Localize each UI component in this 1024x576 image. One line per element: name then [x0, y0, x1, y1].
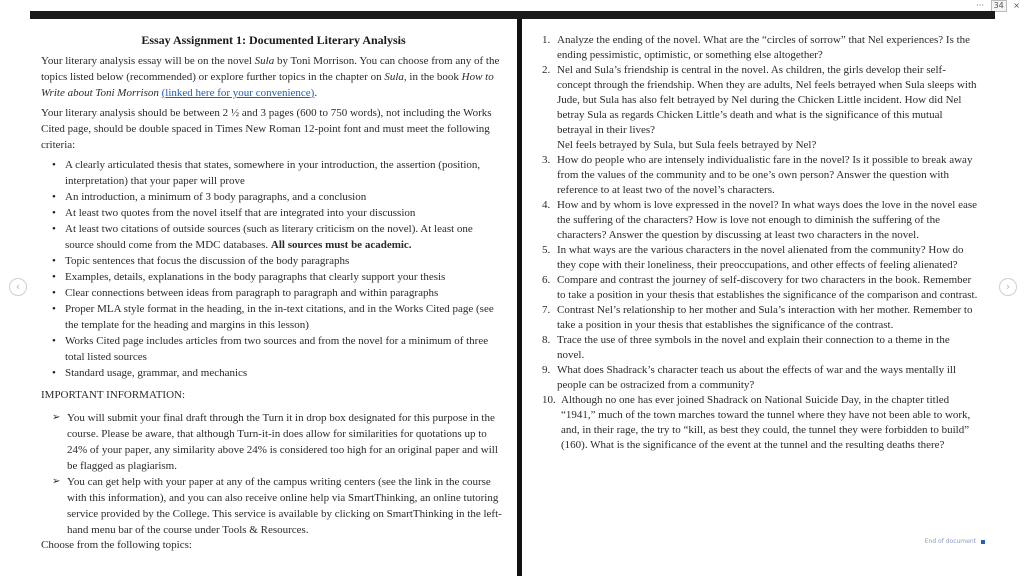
book-link[interactable]: (linked here for your convenience) [161, 87, 315, 99]
list-item [542, 363, 979, 393]
item-number: 3. [542, 154, 551, 166]
item-number: 7. [542, 304, 551, 316]
list-item: • An introduction, a minimum of 3 body paragraphs, and a conclusion [52, 189, 502, 205]
item-text: In what ways are the various characters in the novel alienated from the community? How do they cope with their loneliness, their preoccupations, and other effects of feeling alienated? [557, 244, 964, 271]
list-item: • Proper MLA style format in the heading, in the in-text citations, and in the Works Cited page (see the template for the heading and margins in this lesson) [52, 301, 502, 333]
academic-sources-note: All sources must be academic. [270, 239, 412, 251]
end-of-document-label: End of document [924, 538, 976, 545]
item-text: Contrast Nel’s relationship to her mother and Sula’s interaction with her mother. Remember to take a position in your thesis that establishes the significance of the contrast. [557, 304, 973, 331]
list-item: • Standard usage, grammar, and mechanics [52, 365, 502, 381]
intro-paragraph [41, 53, 501, 101]
list-item [542, 333, 979, 363]
list-item: ➢ You can get help with your paper at any of the campus writing centers (see the link in the course with this information), and you can also receive online help via SmartThinking, an online tutoring service provided by the College. This service is available by clicking on SmartThinking in the left-hand menu bar of the course under Tools & Resources. [52, 474, 502, 538]
novel-title: Sula [254, 55, 275, 67]
criteria-list [52, 157, 502, 381]
document-header-bar [30, 11, 995, 19]
list-item [542, 273, 979, 303]
criteria-text: At least two citations of outside sources (such as literary criticism on the novel). At least one source should come from the MDC databases. [65, 223, 473, 251]
list-item [542, 198, 979, 243]
previous-page-arrow-icon[interactable]: ‹ [9, 278, 27, 296]
page-indicator[interactable]: 34 [991, 0, 1007, 12]
list-item [542, 33, 979, 63]
assignment-title: Essay Assignment 1: Documented Literary Analysis [141, 33, 406, 47]
important-heading: IMPORTANT INFORMATION: [41, 389, 186, 401]
list-item: • Topic sentences that focus the discussion of the body paragraphs [52, 253, 502, 269]
item-number: 9. [542, 364, 551, 376]
item-text: Although no one has ever joined Shadrack on National Suicide Day, in the chapter titled “1941,” much of the town marches toward the tunnel where they have not been able to work, and, in their rage, the try to “kill, as best they could, the tunnel they were forbidden to build” (160). What is the significance of the event at the tunnel and the resulting deaths there? [561, 394, 971, 451]
list-item: • Works Cited page includes articles from two sources and from the novel for a minimum of three total listed sources [52, 333, 502, 365]
next-page-arrow-icon[interactable]: › [999, 278, 1017, 296]
list-item [52, 221, 502, 253]
item-number: 5. [542, 244, 551, 256]
item-text: How do people who are intensely individualistic fare in the novel? Is it possible to break away from the values of the community and to be one’s own person? Answer the question with reference to at least two of the novel’s characters. [557, 154, 973, 196]
item-text: How and by whom is love expressed in the novel? In what ways does the love in the novel ease the suffering of the characters? How is love not enough to diminish the suffering of the characters? Answer the question by discussing at least two characters in the novel. [557, 199, 978, 241]
list-item: ➢ You will submit your final draft through the Turn it in drop box designated for this purpose in the course. Please be aware, that although Turn-it-in does allow for similarities for quotations up to 24% of your paper, any similarity above 24% is considered too high for an original paper and will be flagged as plagiarism. [52, 410, 502, 474]
list-item [542, 153, 979, 198]
book-title: How to Write about Toni Morrison [41, 71, 494, 99]
viewer-controls [972, 0, 1020, 10]
end-of-document-marker [925, 538, 985, 545]
viewer-top-bar [0, 0, 1024, 10]
list-item [542, 393, 979, 453]
item-number: 4. [542, 199, 551, 211]
intro-text-3: , in the book [403, 71, 462, 83]
length-paragraph: Your literary analysis should be between 2 ½ and 3 pages (600 to 750 words), not including the Works Cited page, should be double spaced in Times New Roman 12-point font and must meet the following criteria: [41, 107, 492, 151]
choose-topics-label: Choose from the following topics: [41, 539, 192, 551]
intro-text-2: by Toni Morrison. You can choose from any of the topics listed below (recommended) or explore further topics in the chapter on [41, 55, 500, 83]
close-icon[interactable]: × [1013, 1, 1020, 10]
item-subtext: Nel feels betrayed by Sula, but Sula feels betrayed by Nel? [557, 139, 817, 151]
item-number: 1. [542, 34, 551, 46]
novel-title-2: Sula [384, 71, 404, 83]
list-item: • A clearly articulated thesis that states, somewhere in your introduction, the assertion (position, interpretation) that your paper will prove [52, 157, 502, 189]
item-text: Compare and contrast the journey of self-discovery for two characters in the book. Remember to take a position in your thesis that establishes the significance of the comparison and contrast. [557, 274, 978, 301]
list-item [542, 243, 979, 273]
important-list [52, 410, 502, 538]
item-number: 6. [542, 274, 551, 286]
intro-text-1: Your literary analysis essay will be on the novel [41, 55, 255, 67]
left-page [30, 19, 517, 576]
list-item: • At least two quotes from the novel itself that are integrated into your discussion [52, 205, 502, 221]
topics-list [542, 33, 979, 453]
item-text: Nel and Sula’s friendship is central in the novel. As children, the girls develop their self-concept through the friendship. When they are adults, Nel feels betrayed when Sula sleeps with Jude, but Sula has also felt betrayed by Nel during the Chicken Little incident. How did Nel betray Sula as regards Chicken Little’s death and what is the significance of this mutual betrayal in their lives? [557, 64, 977, 136]
end-square-icon [981, 540, 985, 544]
item-number: 8. [542, 334, 551, 346]
list-item [542, 63, 979, 153]
right-page [522, 19, 995, 576]
item-text: What does Shadrack’s character teach us about the effects of war and the ways mentally ill people can be ostracized from a community? [557, 364, 957, 391]
list-item [542, 303, 979, 333]
list-item: • Examples, details, explanations in the body paragraphs that clearly support your thesis [52, 269, 502, 285]
more-options-icon[interactable]: ··· [976, 1, 985, 10]
item-number: 2. [542, 64, 551, 76]
intro-text-end: . [314, 87, 318, 99]
item-number: 10. [542, 394, 556, 406]
item-text: Analyze the ending of the novel. What are the “circles of sorrow” that Nel experiences? Is the ending pessimistic, optimistic, or something else altogether? [557, 34, 971, 61]
item-text: Trace the use of three symbols in the novel and explain their connection to a theme in the novel. [557, 334, 950, 361]
list-item: • Clear connections between ideas from paragraph to paragraph and within paragraphs [52, 285, 502, 301]
